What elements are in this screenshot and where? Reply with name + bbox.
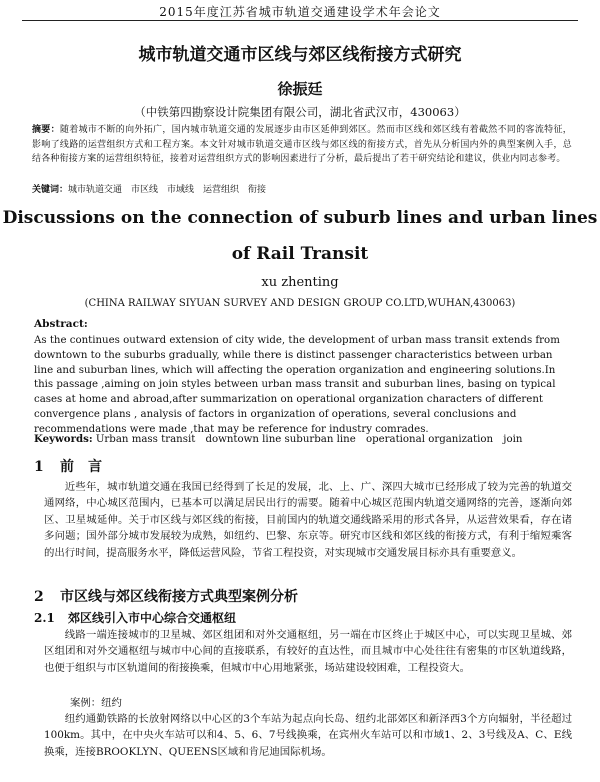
section-1-heading — [34, 456, 102, 476]
abstract-cn-label: 摘要： — [32, 125, 60, 135]
title-en-line2: of Rail Transit — [231, 244, 369, 264]
title-cn: 城市轨道交通市区线与郊区线衔接方式研究 — [138, 45, 462, 65]
subsection-2-1-title: 郊区线引入市中心综合交通枢纽 — [68, 611, 237, 625]
author-cn: 徐振廷 — [277, 80, 323, 98]
keywords-cn-text: 城市轨道交通 市区线 市域线 运营组织 衔接 — [68, 185, 267, 195]
running-header: 2015年度江苏省城市轨道交通建设学术年会论文 — [159, 5, 441, 19]
case-paragraph: 纽约通勤铁路的长放射网络以中心区的3个车站为起点向长岛、纽约北部郊区和新泽西3个方向辐射，半径超过100km。其中，在中央火车站可以和4、5、6、7号线换乘，在宾州火车站可以和市域1、2、3号线及A、C、E线换乘，连接BROOKLYN、QUEENS区域和肯尼迪国际机场。 — [44, 713, 572, 758]
keywords-cn — [32, 183, 572, 197]
section-1-title: 前 言 — [60, 459, 102, 475]
abstract-cn — [32, 123, 572, 167]
keywords-cn-label: 关键词： — [32, 185, 69, 195]
section-1-number: 1 — [34, 459, 44, 475]
subsection-2-1-heading — [34, 609, 236, 626]
section-2-title: 市区线与郊区线衔接方式典型案例分析 — [60, 589, 298, 605]
case-label: 案例：纽约 — [70, 697, 122, 709]
subsection-2-1-paragraph: 线路一端连接城市的卫星城、郊区组团和对外交通枢纽，另一端在市区终止于城区中心，可以实现卫星城、郊区组团和对外交通枢纽与城市中心间的直接联系，有较好的直达性，而且城市中心处往往有密集的市区轨道线路，也便于组织与市区轨道间的衔接换乘，但城市中心用地紧张，场站建设较困难，工程投资大。 — [44, 629, 572, 674]
abstract-en-label: Abstract: — [34, 318, 88, 330]
section-2-heading — [34, 586, 298, 606]
subsection-2-1-number: 2.1 — [34, 611, 55, 625]
affiliation-cn: （中铁第四勘察设计院集团有限公司，湖北省武汉市，430063） — [134, 105, 466, 119]
title-en-line1: Discussions on the connection of suburb lines and urban lines — [2, 208, 598, 228]
section-1-paragraph: 近些年，城市轨道交通在我国已经得到了长足的发展，北、上、广、深四大城市已经形成了较为完善的轨道交通网络，中心城区范围内，已基本可以满足居民出行的需要。随着中心城区范围内轨道交通网络的完善，逐渐向郊区、卫星城延伸。关于市区线与郊区线的衔接，目前国内的轨道交通线路采用的形式各异，从运营效果看，存在诸多问题；国外部分城市发展较为成熟，如纽约、巴黎、东京等。研究市区线和郊区线的衔接方式，有利于缩短乘客的出行时间，提高服务水平，降低运营风险，节省工程投资，对实现城市交通发展目标亦具有重要意义。 — [44, 481, 572, 559]
abstract-en: As the continues outward extension of city wide, the development of urban mass transit extends from downtown to the suburbs gradually, while there is distinct passenger characteristics between urban line and suburban lines, which will affecting the operation organization and engineering solutions.In this passage ,aiming on join styles between urban mass transit and suburban lines, basing on typical cases at home and abroad,after summarization on operational organization characters of different convergence plans , analysis of factors in organization of operations, several conclusions and recommendations were made ,that may be reference for industry comrades. — [34, 335, 560, 435]
author-en: xu zhenting — [261, 275, 339, 290]
header-rule — [22, 20, 578, 21]
abstract-cn-text: 随着城市不断的向外拓广，国内城市轨道交通的发展逐步由市区延伸到郊区。然而市区线和郊区线有着截然不同的客流特征，影响了线路的运营组织方式和工程方案。本文针对城市轨道交通市区线与郊区线的衔接方式，首先从分析国内外的典型案例入手，总结各种衔接方案的运营组织特征，接着对运营组织方式的影响因素进行了分析，最后提出了若干研究结论和建议，供业内同志参考。 — [32, 125, 572, 164]
keywords-en-label: Keywords: — [34, 433, 93, 445]
affiliation-en: (CHINA RAILWAY SIYUAN SURVEY AND DESIGN GROUP CO.LTD,WUHAN,430063) — [84, 298, 516, 309]
keywords-en-text: Urban mass transit downtown line suburban line operational organization join — [95, 434, 523, 445]
keywords-en — [34, 432, 568, 447]
section-2-number: 2 — [34, 589, 44, 605]
